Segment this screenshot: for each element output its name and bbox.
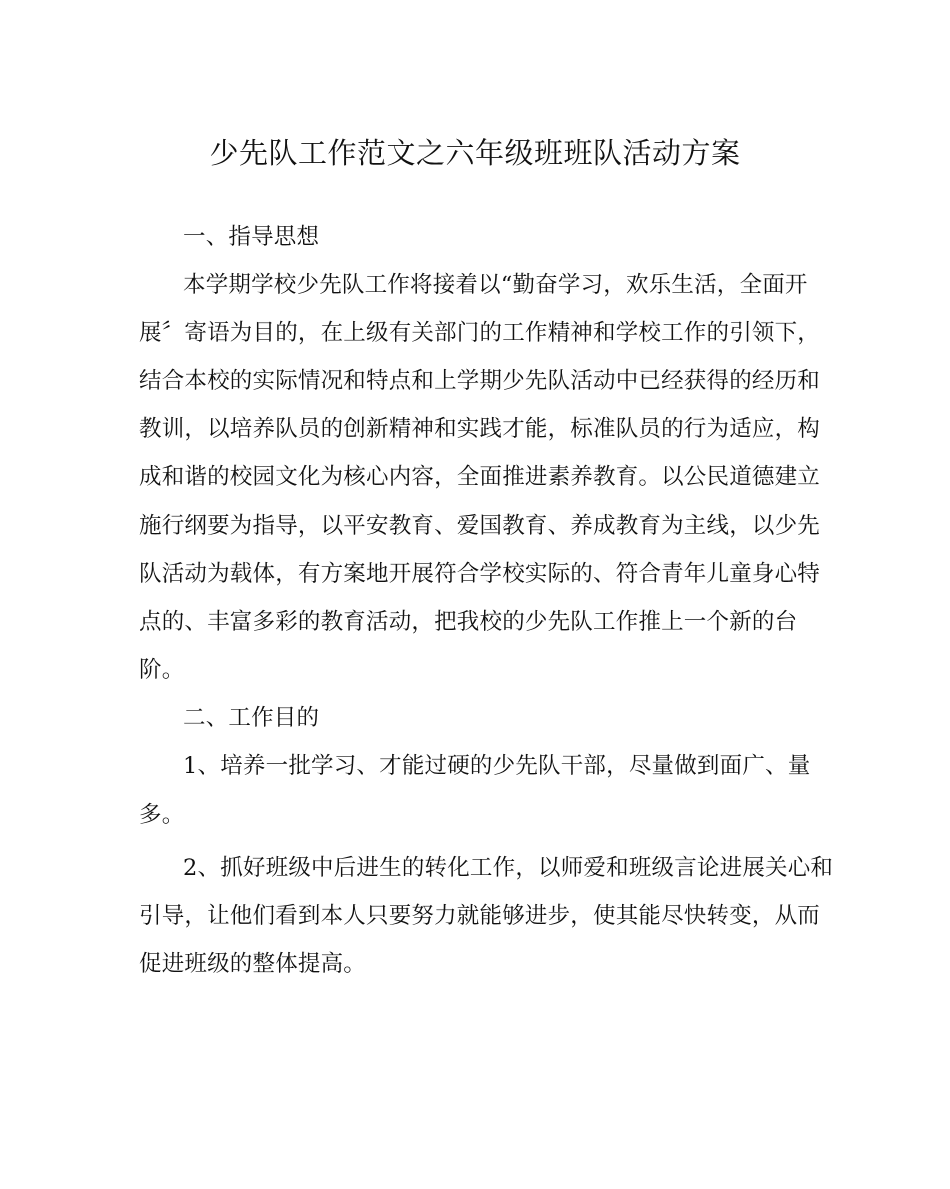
paragraph-line: 队活动为载体，有方案地开展符合学校实际的、符合青年儿童身心特 <box>139 561 821 587</box>
paragraph-line: 阶。 <box>139 657 185 683</box>
document-title: 少先队工作范文之六年级班班队活动方案 <box>209 136 741 170</box>
list-item-line: 2、抓好班级中后进生的转化工作，以师爱和班级言论进展关心和 <box>183 855 834 881</box>
paragraph-line: 结合本校的实际情况和特点和上学期少先队活动中已经获得的经历和 <box>139 368 821 394</box>
paragraph-line: 成和谐的校园文化为核心内容，全面推进素养教育。以公民道德建立 <box>139 464 821 490</box>
section-heading-guiding-ideology: 一、指导思想 <box>183 224 320 250</box>
paragraph-line: 本学期学校少先队工作将接着以“勤奋学习，欢乐生活，全面开 <box>183 272 808 298</box>
paragraph-line: 教训，以培养队员的创新精神和实践才能，标准队员的行为适应，构 <box>139 416 821 442</box>
list-item-line: 引导，让他们看到本人只要努力就能够进步，使其能尽快转变，从而 <box>139 903 821 929</box>
paragraph-line: 施行纲要为指导，以平安教育、爱国教育、养成教育为主线，以少先 <box>139 513 821 539</box>
list-item-line: 促进班级的整体提高。 <box>139 951 367 977</box>
paragraph-line: 点的、丰富多彩的教育活动，把我校的少先队工作推上一个新的台 <box>139 609 798 635</box>
section-heading-work-goals: 二、工作目的 <box>183 705 320 731</box>
list-item-line: 1、培养一批学习、才能过硬的少先队干部，尽量做到面广、量 <box>183 753 811 779</box>
paragraph-line: 展〞寄语为目的，在上级有关部门的工作精神和学校工作的引领下， <box>139 320 821 346</box>
list-item-line: 多。 <box>139 802 185 828</box>
